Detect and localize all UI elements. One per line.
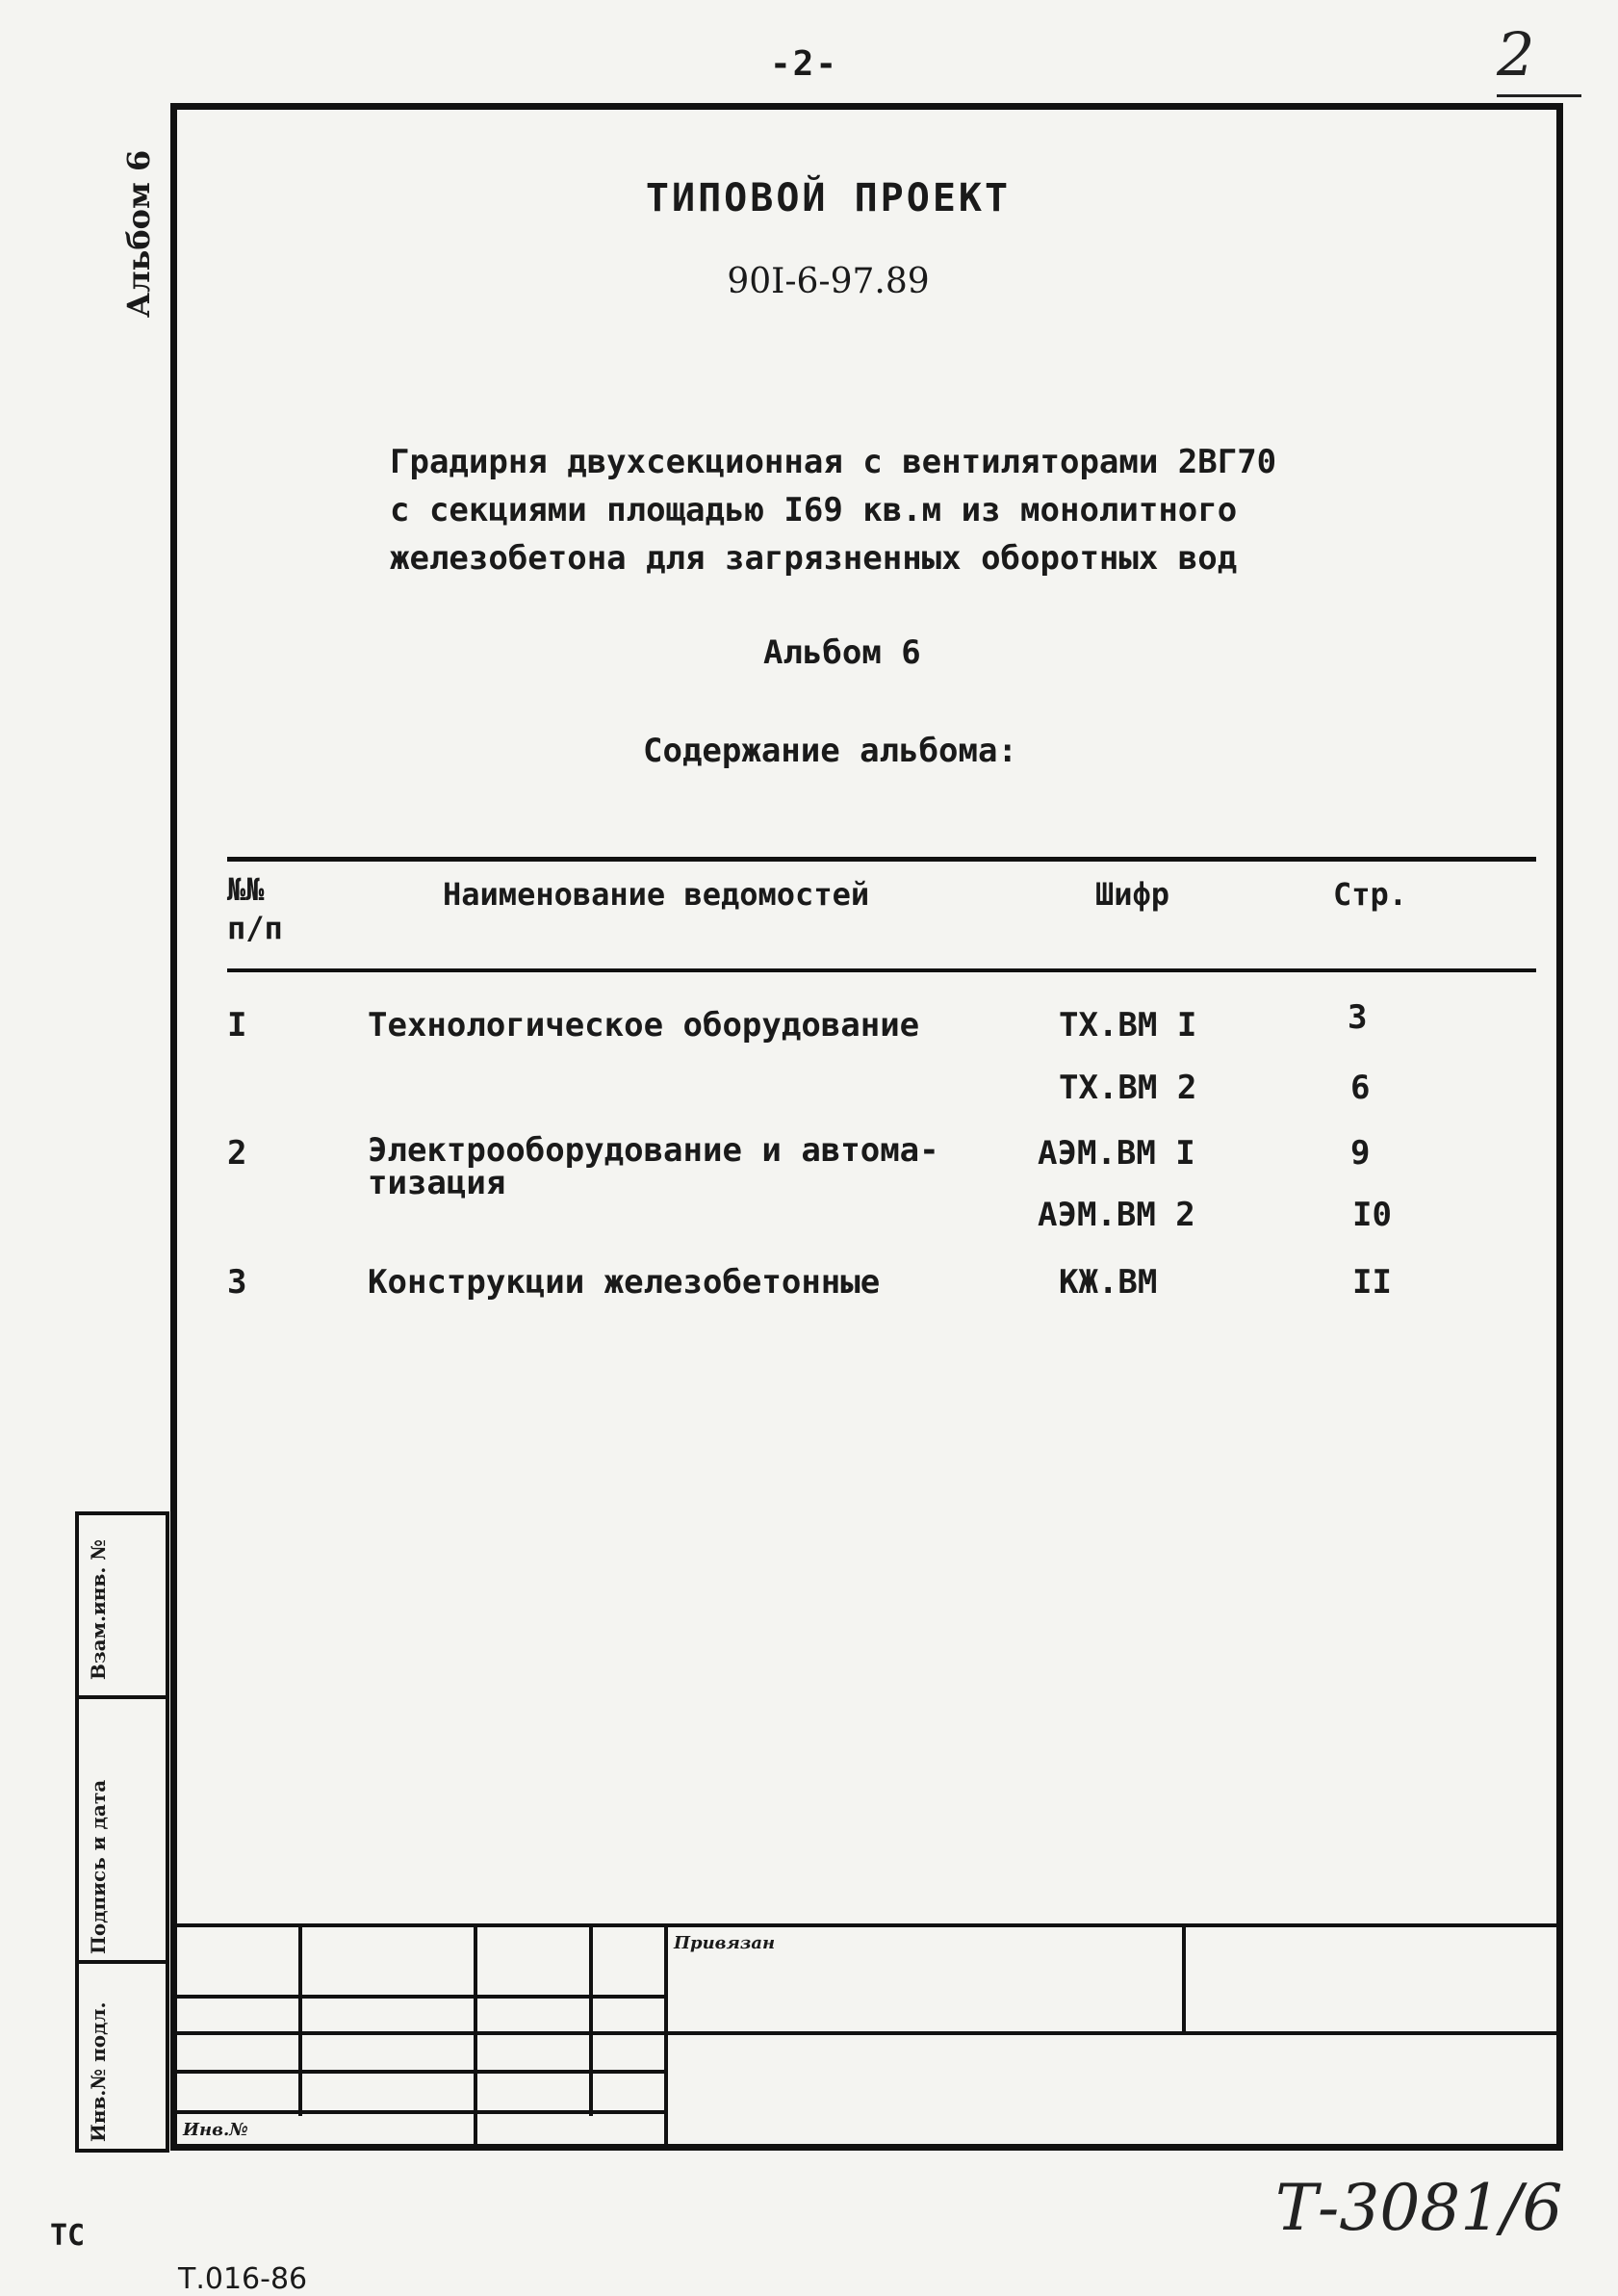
album-heading: Альбом 6 (763, 633, 921, 672)
table-header-rule (227, 968, 1536, 972)
row-code: АЭМ.ВМ 2 (1038, 1196, 1195, 1234)
project-code: 90I-6-97.89 (727, 262, 930, 301)
row-name: Электрооборудование и автома-тизация (368, 1131, 939, 1202)
title-block-line (664, 1923, 668, 2151)
row-num: 2 (227, 1134, 247, 1173)
stamp-label-signature: Подпись и дата (87, 1779, 110, 1954)
row-num: 3 (227, 1263, 247, 1302)
title-block-line (298, 1923, 302, 2116)
privyazan-label: Привязан (674, 1933, 776, 1953)
row-code: АЭМ.ВМ I (1038, 1134, 1195, 1173)
title-block-line (474, 1923, 477, 2151)
page-number: -2- (770, 44, 839, 84)
table-top-rule (227, 857, 1536, 862)
project-description (390, 438, 1276, 582)
row-code: КЖ.ВМ (1059, 1263, 1158, 1302)
sheet-number-underline (1497, 94, 1581, 97)
row-code: ТХ.ВМ I (1059, 1006, 1197, 1045)
title-block-line (1182, 1923, 1186, 2033)
description-line: с секциями площадью I69 кв.м из монолитного (390, 491, 1238, 529)
drawing-frame (170, 103, 1563, 2151)
title-block-line (170, 2031, 1563, 2035)
header-code: Шифр (1095, 876, 1170, 913)
tc-mark: ТС (50, 2219, 86, 2253)
handwritten-id: Т-3081/6 (1275, 2171, 1563, 2245)
header-num: №№ (227, 871, 265, 908)
row-code: ТХ.ВМ 2 (1059, 1069, 1197, 1107)
title-block-line (170, 1923, 1563, 1927)
footer-code: Т.016-86 (178, 2262, 308, 2296)
row-num: I (227, 1006, 247, 1045)
row-name: Конструкции железобетонные (368, 1263, 881, 1302)
title-block-line (589, 1923, 593, 2116)
row-page: II (1352, 1263, 1392, 1302)
header-num-sub: п/п (227, 910, 283, 946)
inv-no-label: Инв.№ (183, 2120, 248, 2140)
header-page: Стр. (1333, 876, 1408, 913)
description-line: железобетона для загрязненных оборотных вод (390, 539, 1238, 578)
sheet-number: 2 (1497, 19, 1535, 90)
row-page: 9 (1350, 1134, 1371, 1173)
row-page: 3 (1348, 998, 1368, 1037)
description-line: Градирня двухсекционная с вентиляторами 2ВГ70 (390, 443, 1277, 481)
row-name: Технологическое оборудование (368, 1006, 920, 1045)
row-page: I0 (1352, 1196, 1392, 1234)
row-page: 6 (1350, 1069, 1371, 1107)
side-album-label: Альбом 6 (120, 149, 157, 318)
stamp-label-replace: Взам.инв. № (87, 1539, 110, 1680)
contents-heading: Содержание альбома: (643, 732, 1017, 770)
project-title: ТИПОВОЙ ПРОЕКТ (645, 176, 1012, 220)
stamp-label-original: Инв.№ подл. (87, 2001, 110, 2142)
header-name: Наименование ведомостей (443, 876, 870, 913)
